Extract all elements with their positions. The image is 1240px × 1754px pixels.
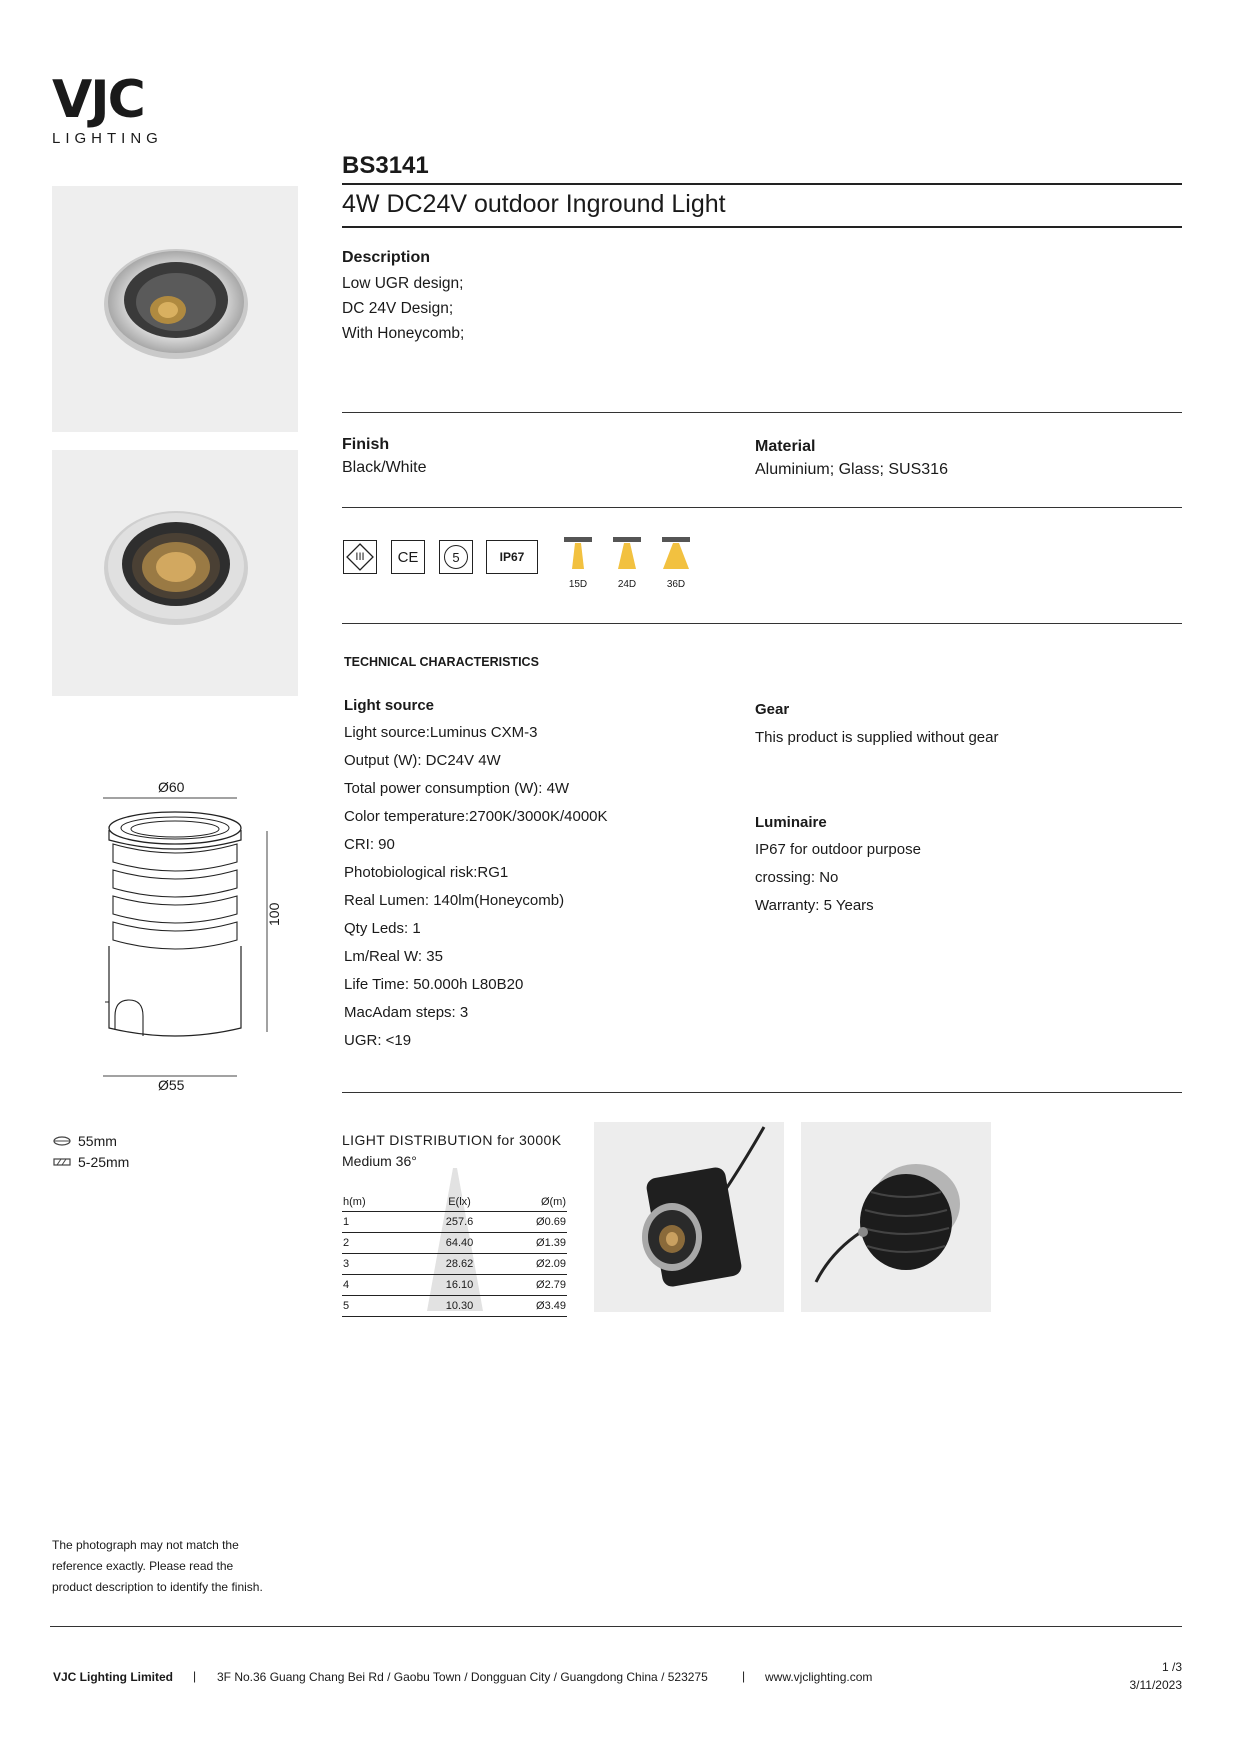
depth-icon [52,1156,72,1168]
cell-illuminance: 257.6 [414,1212,505,1233]
table-header-row [342,1193,567,1212]
product-photo-front-angle [594,1122,784,1312]
cell-diameter: Ø3.49 [505,1296,567,1317]
cell-height: 3 [342,1254,414,1275]
beam-label: 24D [617,579,637,590]
spec-line: Life Time: 50.000h L80B20 [344,976,524,993]
description-lines [342,271,464,346]
finish-label: Finish [342,436,390,453]
distribution-title: LIGHT DISTRIBUTION for 3000K [342,1132,562,1148]
footer-company: VJC Lighting Limited [53,1670,173,1684]
technical-title: TECHNICAL CHARACTERISTICS [344,655,539,669]
footer-page-number: 1 /3 [1161,1660,1182,1674]
spec-line: Qty Leds: 1 [344,920,421,937]
header-illuminance: E(lx) [414,1193,505,1212]
luminaire-list [755,836,921,920]
product-photo-top [52,186,298,432]
brand-sub: LIGHTING [52,130,163,147]
product-code: BS3141 [342,152,429,179]
cell-illuminance: 10.30 [414,1296,505,1317]
ce-mark-icon [391,540,425,574]
table-row [342,1296,567,1317]
depth-value: 5-25mm [78,1154,130,1170]
product-title: 4W DC24V outdoor Inground Light [342,190,726,218]
cert-ce-text: CE [397,548,419,566]
dimension-top: Ø60 [158,779,185,795]
brand-logo [52,70,172,147]
description-line: With Honeycomb; [342,325,465,342]
cell-diameter: Ø0.69 [505,1212,567,1233]
rule-finish-top [342,412,1182,413]
cell-diameter: Ø1.39 [505,1233,567,1254]
dimension-bottom: Ø55 [158,1077,185,1093]
warranty-5-icon [439,540,473,574]
spec-line: Photobiological risk:RG1 [344,864,509,881]
spec-line: Color temperature:2700K/3000K/4000K [344,808,608,825]
luminaire-line: crossing: No [755,869,839,886]
spec-line: Light source:Luminus CXM-3 [344,724,538,741]
description-label: Description [342,249,431,266]
cell-diameter: Ø2.09 [505,1254,567,1275]
material-value: Aluminium; Glass; SUS316 [755,461,948,478]
spec-line: Real Lumen: 140lm(Honeycomb) [344,892,565,909]
distribution-subtitle: Medium 36° [342,1153,417,1169]
cell-height: 2 [342,1233,414,1254]
cell-illuminance: 16.10 [414,1275,505,1296]
beam-24d-icon [611,537,643,571]
spec-line: Output (W): DC24V 4W [344,752,501,769]
spec-line: Total power consumption (W): 4W [344,780,570,797]
material-label: Material [755,438,816,455]
beam-label: 15D [568,579,588,590]
brand-name: VJC [52,70,144,130]
footer-website[interactable]: www.vjclighting.com [765,1670,873,1684]
rule-dist-top [342,1092,1182,1093]
finish-value: Black/White [342,459,427,476]
cell-height: 4 [342,1275,414,1296]
rule-tech-top [342,623,1182,624]
cert-5-text: 5 [444,545,468,569]
gear-label: Gear [755,701,790,718]
cutout-icon [52,1135,72,1147]
spec-line: Lm/Real W: 35 [344,948,443,965]
ip67-icon [486,540,538,574]
cutout-value: 55mm [78,1133,117,1149]
footer-separator: | [742,1669,746,1683]
footer-rule [50,1626,1182,1627]
header-diameter: Ø(m) [505,1193,567,1212]
light-source-list [344,719,608,1055]
cell-height: 1 [342,1212,414,1233]
distribution-table [342,1193,567,1317]
disclaimer-line: The photograph may not match the [52,1538,239,1552]
cell-illuminance: 28.62 [414,1254,505,1275]
luminaire-line: Warranty: 5 Years [755,897,874,914]
table-row [342,1254,567,1275]
cell-height: 5 [342,1296,414,1317]
table-row [342,1275,567,1296]
footer-separator: | [193,1669,197,1683]
beam-36d-icon [660,537,692,571]
luminaire-label: Luminaire [755,814,827,831]
cert-iii-text: III [355,551,365,563]
footer-address: 3F No.36 Guang Chang Bei Rd / Gaobu Town / Dongguan City / Guangdong China / 523275 [217,1670,708,1684]
class-iii-icon [343,540,377,574]
spec-line: MacAdam steps: 3 [344,1004,469,1021]
disclaimer-line: reference exactly. Please read the [52,1559,234,1573]
beam-15d-icon [562,537,594,571]
light-source-label: Light source [344,697,435,714]
luminaire-line: IP67 for outdoor purpose [755,841,921,858]
spec-line: CRI: 90 [344,836,395,853]
description-line: Low UGR design; [342,275,464,292]
table-row [342,1212,567,1233]
gear-value: This product is supplied without gear [755,729,999,746]
product-photo-back-angle [801,1122,991,1312]
dimension-height: 100 [266,902,282,926]
cert-ip67-text: IP67 [499,550,525,564]
rule-cert-top [342,507,1182,508]
beam-label: 36D [666,579,686,590]
product-photo-bottom [52,450,298,696]
title-rule-top [342,183,1182,185]
cell-illuminance: 64.40 [414,1233,505,1254]
cell-diameter: Ø2.79 [505,1275,567,1296]
title-rule-bottom [342,226,1182,228]
description-line: DC 24V Design; [342,300,454,317]
footer-date: 3/11/2023 [1129,1678,1182,1692]
table-row [342,1233,567,1254]
spec-line: UGR: <19 [344,1032,412,1049]
technical-drawing [95,796,280,1086]
header-height: h(m) [342,1193,414,1212]
disclaimer [52,1535,263,1598]
disclaimer-line: product description to identify the finish. [52,1580,263,1594]
